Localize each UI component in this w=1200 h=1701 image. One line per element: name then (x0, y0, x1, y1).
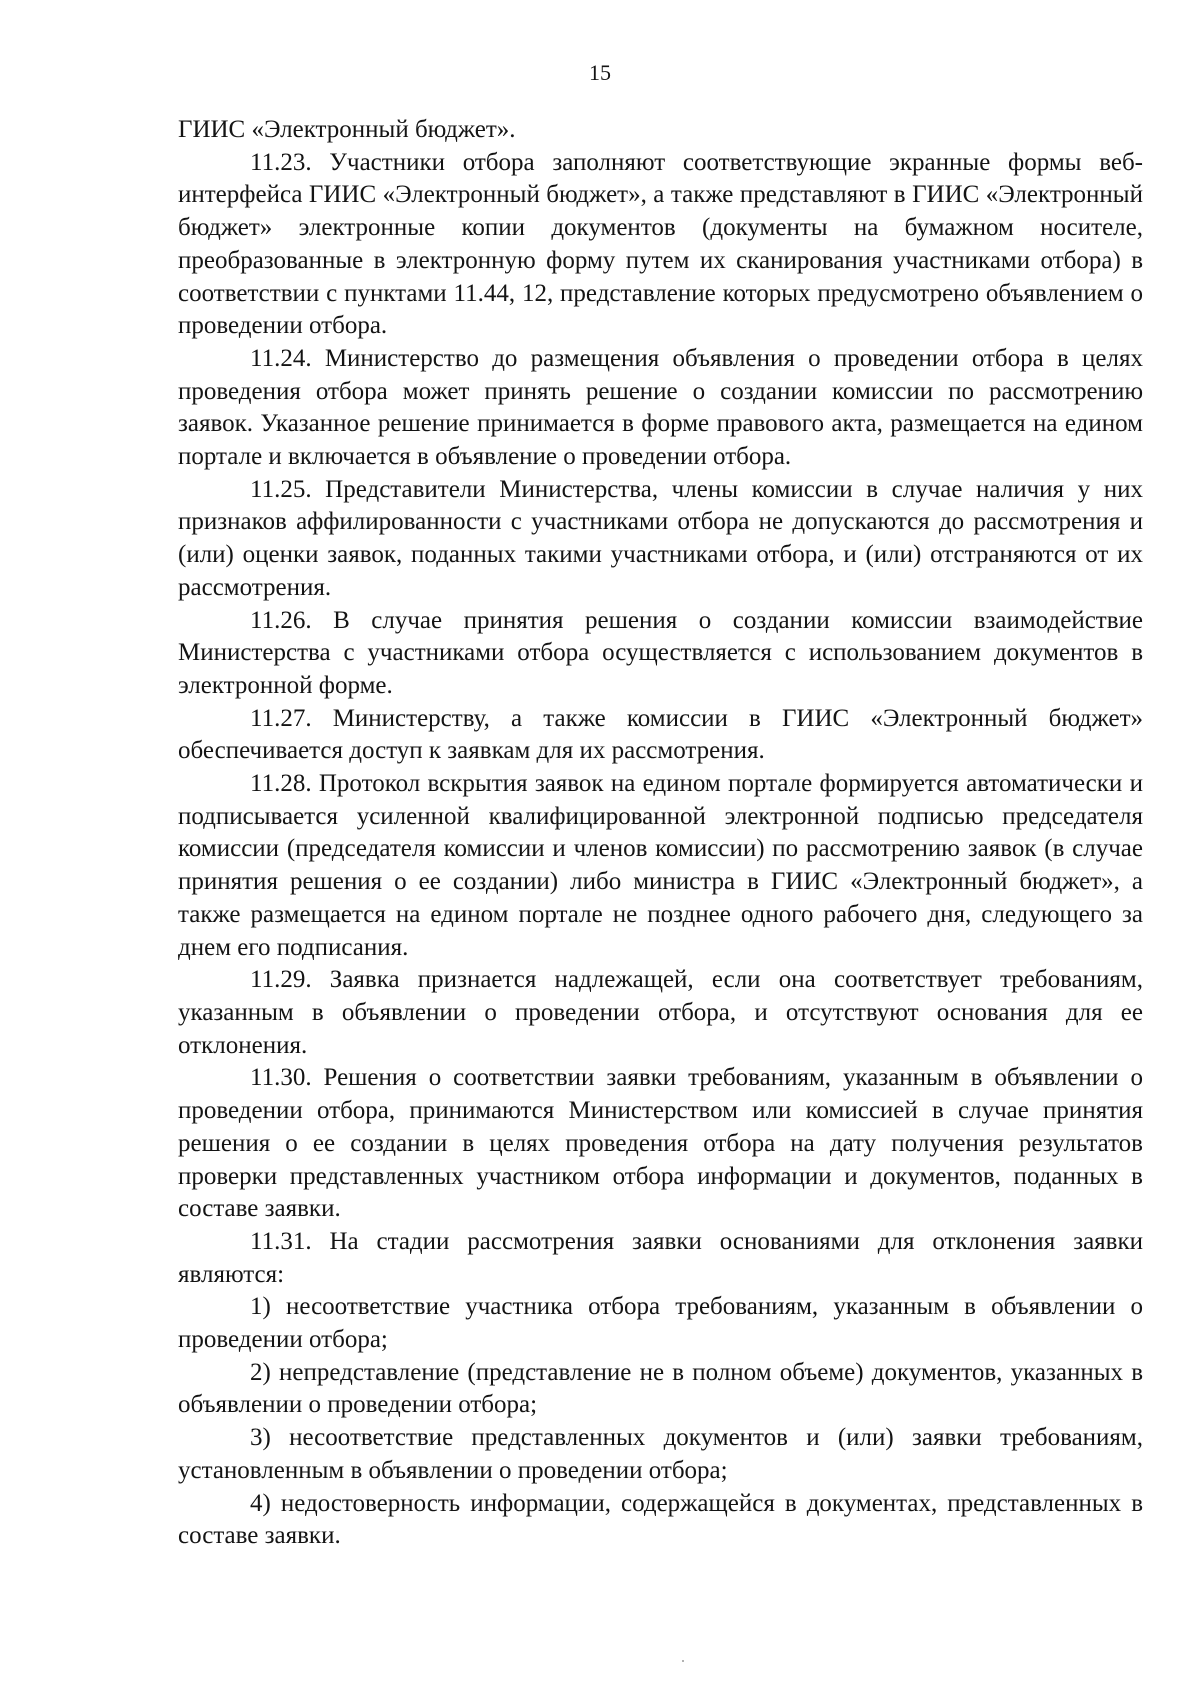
paragraph-11-27: 11.27. Министерству, а также комиссии в ГИИС «Электронный бюджет» обеспечивается доступ к заявкам для их рассмотрения. (178, 704, 1143, 765)
paragraph-11-23: 11.23. Участники отбора заполняют соответствующие экранные формы веб-интерфейса ГИИС «Электронный бюджет», а также представляют в ГИИС «Электронный бюджет» электронные копии документов (документы на бумажном носителе, преобразованные в электронную форму путем их сканирования участниками отбора) в соответствии с пунктами 11.44, 12, представление которых предусмотрено объявлением о проведении отбора. (178, 148, 1143, 340)
paragraph-11-25: 11.25. Представители Министерства, члены комиссии в случае наличия у них признаков аффилированности с участниками отбора не допускаются до рассмотрения и (или) оценки заявок, поданных такими участниками отбора, и (или) отстраняются от их рассмотрения. (178, 475, 1143, 601)
list-item-2: 2) непредставление (представление не в полном объеме) документов, указанных в объявлении о проведении отбора; (178, 1358, 1143, 1419)
paragraph-continuation: ГИИС «Электронный бюджет». (178, 116, 516, 143)
list-item-1: 1) несоответствие участника отбора требованиям, указанным в объявлении о проведении отбора; (178, 1293, 1143, 1354)
list-item-3: 3) несоответствие представленных документов и (или) заявки требованиям, установленным в объявлении о проведении отбора; (178, 1424, 1143, 1484)
list-item-4: 4) недостоверность информации, содержащейся в документах, представленных в составе заявки. (178, 1489, 1143, 1550)
paragraph-11-28: 11.28. Протокол вскрытия заявок на едином портале формируется автоматически и подписывается усиленной квалифицированной электронной подписью председателя комиссии (председателя комиссии и членов комиссии) по рассмотрению заявок (в случае принятия решения о ее создании) либо министра в ГИИС «Электронный бюджет», а также размещается на едином портале не позднее одного рабочего дня, следующего за днем его подписания. (178, 770, 1143, 961)
paragraph-11-31: 11.31. На стадии рассмотрения заявки основаниями для отклонения заявки являются: (178, 1227, 1143, 1288)
paragraph-11-24: 11.24. Министерство до размещения объявления о проведении отбора в целях проведения отбора может принять решение о создании комиссии по рассмотрению заявок. Указанное решение принимается в форме правового акта, размещается на едином портале и включается в объявление о проведении отбора. (178, 344, 1143, 471)
page-number: 15 (589, 60, 611, 85)
paragraph-11-29: 11.29. Заявка признается надлежащей, если она соответствует требованиям, указанным в объявлении о проведении отбора, и отсутствуют основания для ее отклонения. (178, 966, 1143, 1059)
paragraph-11-30: 11.30. Решения о соответствии заявки требованиям, указанным в объявлении о проведении отбора, принимаются Министерством или комиссией в случае принятия решения о ее создании в целях проведения отбора на дату получения результатов проверки представленных участником отбора информации и документов, поданных в составе заявки. (178, 1064, 1143, 1223)
document-body (178, 114, 1143, 1553)
paragraph-11-26: 11.26. В случае принятия решения о создании комиссии взаимодействие Министерства с участниками отбора осуществляется с использованием документов в электронной форме. (178, 606, 1143, 699)
scan-speck (682, 1660, 684, 1662)
